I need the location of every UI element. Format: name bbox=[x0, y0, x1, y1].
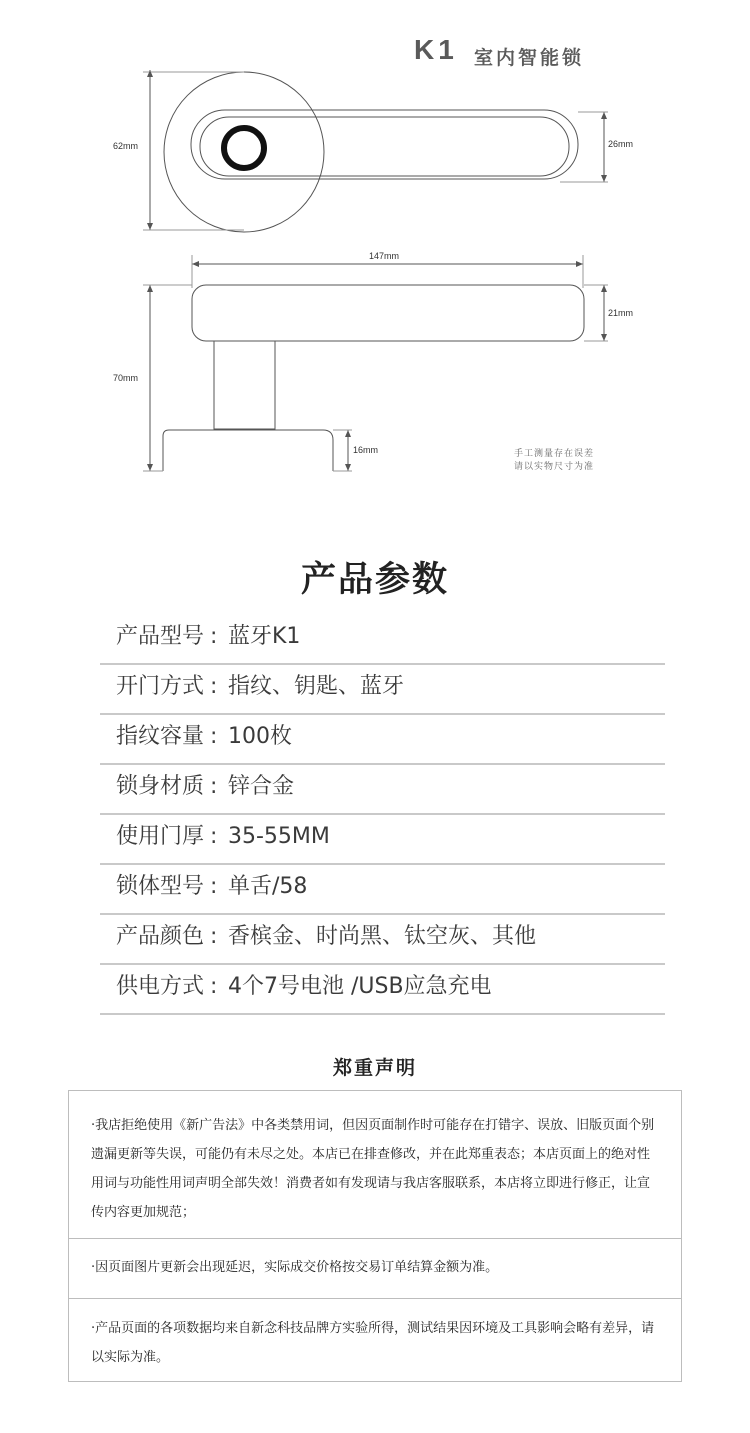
param-row bbox=[100, 865, 665, 915]
param-label: 锁体型号 bbox=[116, 874, 205, 899]
dim-70mm: 70mm bbox=[113, 373, 139, 383]
dim-16mm: 16mm bbox=[353, 445, 379, 455]
param-row bbox=[100, 615, 665, 665]
fingerprint-sensor-icon bbox=[224, 128, 264, 168]
dim-147mm: 147mm bbox=[369, 251, 400, 261]
param-label: 使用门厚 bbox=[116, 824, 205, 849]
product-subtitle: 室内智能锁 bbox=[474, 47, 585, 69]
params-title: 产品参数 bbox=[300, 560, 449, 600]
declaration-title: 郑重声明 bbox=[332, 1057, 417, 1079]
dim-62mm: 62mm bbox=[113, 141, 139, 151]
model-title: K1 bbox=[414, 34, 458, 65]
declaration-section: ·产品页面的各项数据均来自新念科技品牌方实验所得，测试结果因环境及工具影响会略有差异，请以实际为准。 bbox=[91, 1321, 655, 1365]
base-outline bbox=[163, 430, 333, 471]
param-value: 4个7号电池 /USB应急充电 bbox=[228, 974, 492, 999]
param-row bbox=[100, 665, 665, 715]
param-value: 单舌/58 bbox=[228, 874, 308, 899]
measurement-note-line2: 请以实物尺寸为准 bbox=[514, 462, 595, 472]
param-value: 锌合金 bbox=[228, 774, 295, 799]
param-colon: : bbox=[210, 624, 218, 649]
param-label: 开门方式 bbox=[116, 674, 205, 699]
param-label: 产品型号 bbox=[116, 624, 205, 649]
param-colon: : bbox=[210, 874, 218, 899]
param-value: 香槟金、时尚黑、钛空灰、其他 bbox=[228, 924, 537, 949]
param-value: 100枚 bbox=[228, 724, 292, 749]
param-row bbox=[100, 915, 665, 965]
param-label: 供电方式 bbox=[116, 974, 205, 999]
declaration-divider bbox=[69, 1298, 681, 1299]
rose-outline bbox=[164, 72, 324, 232]
declaration-section: ·因页面图片更新会出现延迟，实际成交价格按交易订单结算金额为准。 bbox=[91, 1260, 499, 1275]
param-colon: : bbox=[210, 974, 218, 999]
declaration-box bbox=[68, 1090, 682, 1382]
param-row bbox=[100, 965, 665, 1015]
declaration-divider bbox=[69, 1238, 681, 1239]
param-label: 指纹容量 bbox=[116, 724, 205, 749]
declaration-section: ·我店拒绝使用《新广告法》中各类禁用词，但因页面制作时可能存在打错字、误放、旧版页面个别遗漏更新等失误，可能仍有未尽之处。本店已在排查修改，并在此郑重表态；本店页面上的绝对性用词与功能性用词声明全部失效！消费者如有发现请与我店客服联系，本店将立即进行修正，让宣传内容更加规范； bbox=[91, 1118, 655, 1220]
handle-outline-side bbox=[192, 285, 584, 341]
lock-dimension-drawing bbox=[0, 0, 750, 500]
param-colon: : bbox=[210, 824, 218, 849]
param-label: 锁身材质 bbox=[116, 774, 205, 799]
param-colon: : bbox=[210, 674, 218, 699]
param-value: 蓝牙K1 bbox=[228, 624, 301, 649]
param-colon: : bbox=[210, 724, 218, 749]
param-row bbox=[100, 815, 665, 865]
param-row bbox=[100, 715, 665, 765]
param-value: 35-55MM bbox=[228, 824, 330, 849]
param-label: 产品颜色 bbox=[116, 924, 205, 949]
dim-21mm: 21mm bbox=[608, 308, 634, 318]
spindle-outline bbox=[214, 341, 275, 429]
dim-26mm: 26mm bbox=[608, 139, 634, 149]
param-colon: : bbox=[210, 774, 218, 799]
param-colon: : bbox=[210, 924, 218, 949]
param-value: 指纹、钥匙、蓝牙 bbox=[228, 674, 405, 699]
param-row bbox=[100, 765, 665, 815]
measurement-note-line1: 手工测量存在误差 bbox=[514, 449, 595, 459]
measurement-note bbox=[514, 448, 594, 474]
